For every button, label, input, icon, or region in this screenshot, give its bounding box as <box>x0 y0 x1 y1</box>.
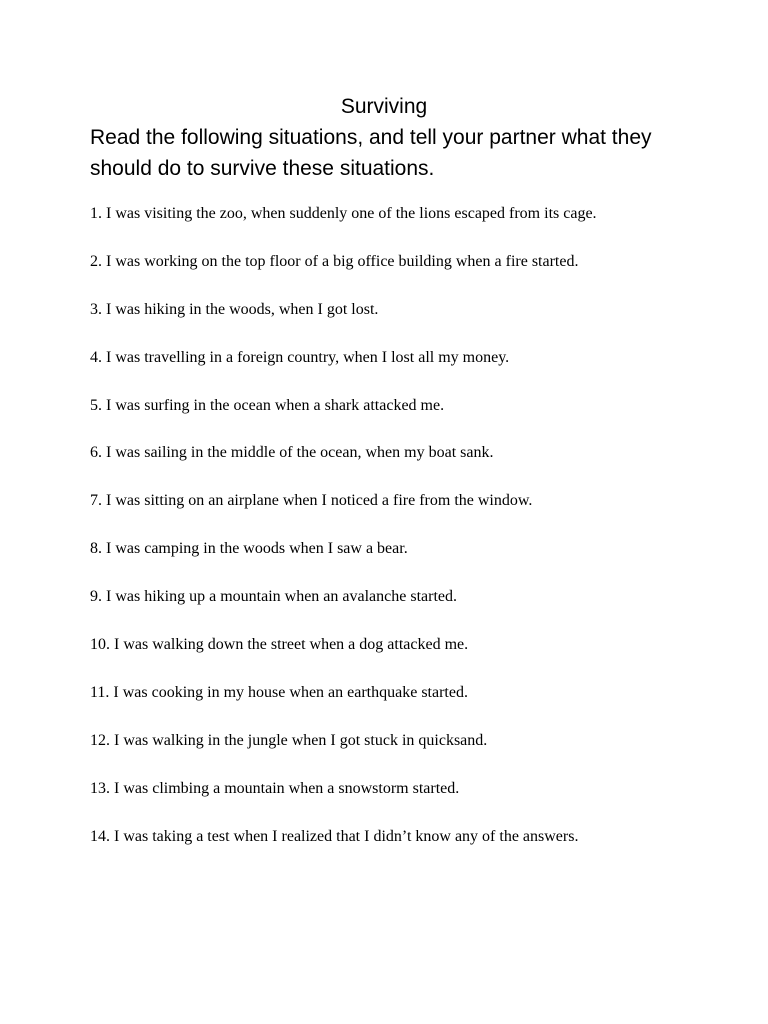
list-item: 5. I was surfing in the ocean when a shark attacked me. <box>90 396 445 414</box>
list-item: 8. I was camping in the woods when I saw a bear. <box>90 540 408 558</box>
list-item: 9. I was hiking up a mountain when an avalanche started. <box>90 588 457 606</box>
list-item: 4. I was travelling in a foreign country, when I lost all my money. <box>90 348 510 366</box>
list-item: 6. I was sailing in the middle of the ocean, when my boat sank. <box>90 444 494 462</box>
list-item: 3. I was hiking in the woods, when I got lost. <box>90 300 379 318</box>
list-item: 2. I was working on the top floor of a big office building when a fire started. <box>90 252 579 270</box>
instructions-text: Read the following situations, and tell your partner what they should do to survive these situations. <box>90 126 652 180</box>
list-item: 11. I was cooking in my house when an earthquake started. <box>90 683 468 701</box>
page-title: Surviving <box>340 95 428 118</box>
list-item: 12. I was walking in the jungle when I got stuck in quicksand. <box>90 731 488 749</box>
list-item: 14. I was taking a test when I realized that I didn’t know any of the answers. <box>90 827 579 845</box>
list-item: 10. I was walking down the street when a dog attacked me. <box>90 636 469 654</box>
list-item: 13. I was climbing a mountain when a snowstorm started. <box>90 779 460 797</box>
list-item: 1. I was visiting the zoo, when suddenly one of the lions escaped from its cage. <box>90 205 597 222</box>
situations-list <box>90 203 730 873</box>
list-item: 7. I was sitting on an airplane when I noticed a fire from the window. <box>90 492 533 510</box>
